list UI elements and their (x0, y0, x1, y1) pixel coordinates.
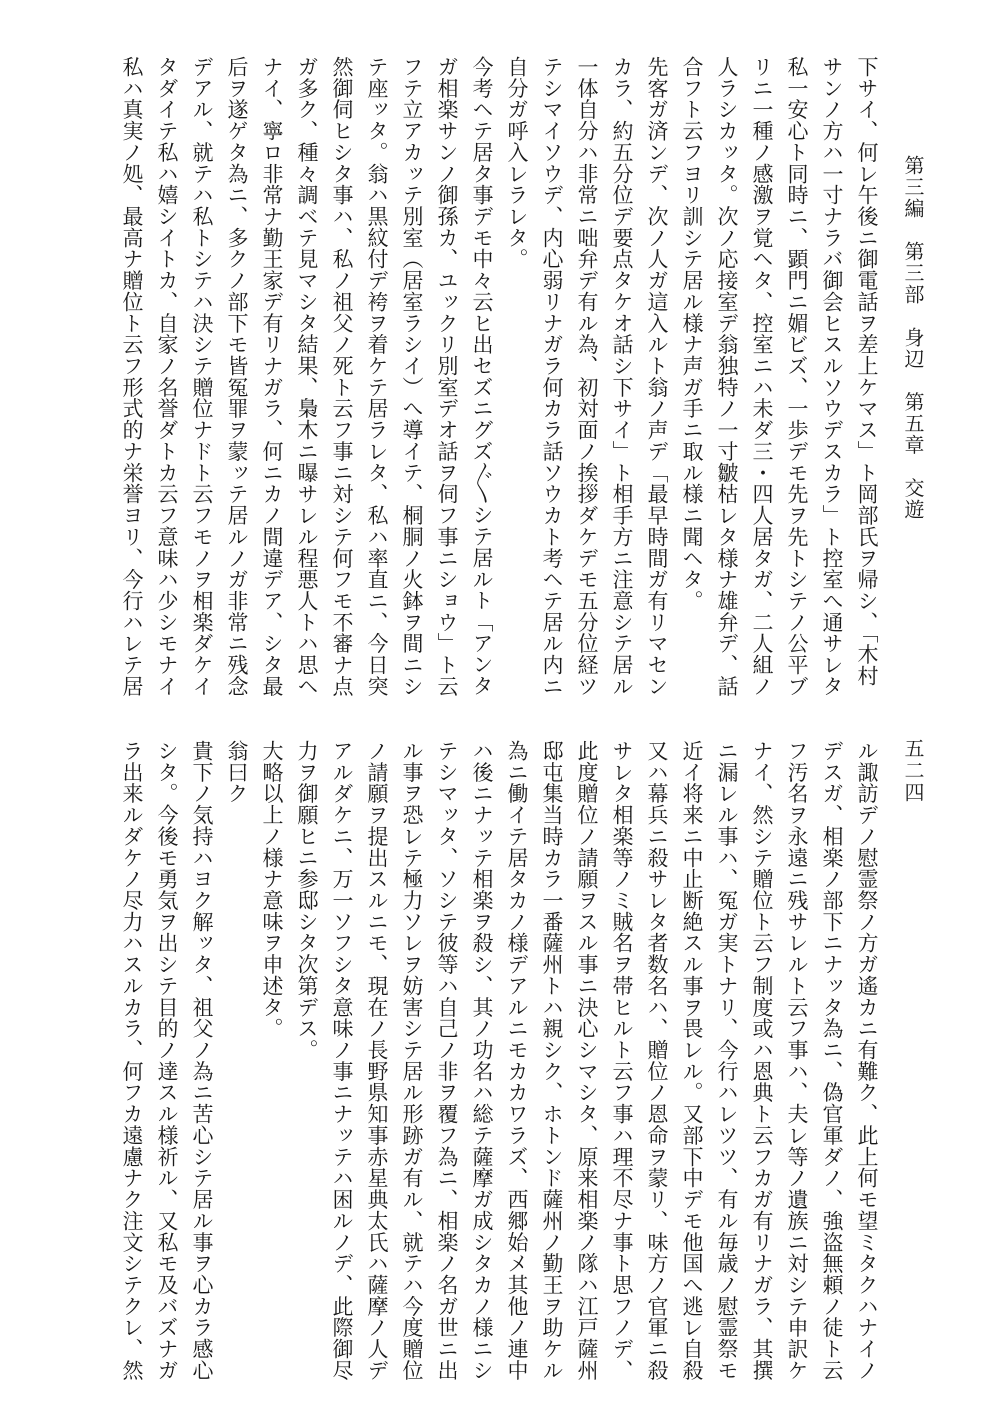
text-column: タダイテ私ハ嬉シイトカ、自家ノ名誉ダトカ云フ意味ハ少シモナイ (155, 56, 179, 697)
text-column: 先客ガ済ンデ、次ノ人ガ這入ルト翁ノ声デ「最早時間ガ有リマセン (645, 56, 669, 697)
text-column: 今考ヘテ居タ事デモ中々云ヒ出セズニグズ〲シテ居ルト「アンタ (470, 56, 494, 697)
text-column: サンノ方ハ一寸ナラバ御会ヒスルソウデスカラ」ト控室へ通サレタ (820, 56, 844, 697)
text-column: フ汚名ヲ永遠ニ残サレルト云フ事ハ、夫レ等ノ遺族ニ対シテ申訳ケ (785, 740, 809, 1381)
text-column: 翁曰ク (225, 740, 249, 805)
text-column: 一体自分ハ非常ニ咄弁デ有ル為、初対面ノ挨拶ダケデモ五分位経ツ (575, 56, 599, 697)
text-column: デスガ、相楽ノ部下ニナッタ為ニ、偽官軍ダノ、強盗無頼ノ徒ト云 (820, 740, 844, 1381)
text-column: ハ後ニナッテ相楽ヲ殺シ、其ノ功名ハ総テ薩摩ガ成シタカノ様ニシ (470, 740, 494, 1381)
text-column: リニ一種ノ感激ヲ覚ヘタ、控室ニハ未ダ三・四人居タガ、二人組ノ (750, 56, 774, 697)
text-column: ニ漏レル事ハ、冤ガ実トナリ、今行ハレツツ、有ル毎歳ノ慰霊祭モ (715, 740, 739, 1381)
text-column: カラ、約五分位デ要点タケオ話シ下サイ」ト相手方ニ注意シテ居ル (610, 56, 634, 697)
text-column: 私一安心ト同時ニ、顕門ニ媚ビズ、一歩デモ先ヲ先トシテノ公平ブ (785, 56, 809, 697)
text-column: サレタ相楽等ノミ賊名ヲ帯ヒルト云フ事ハ理不尽ナ事ト思フノデ、 (610, 740, 634, 1381)
text-column: 私ハ真実ノ処、最高ナ贈位ト云フ形式的ナ栄誉ヨリ、今行ハレテ居 (120, 56, 144, 697)
text-column: 后ヲ遂ゲタ為ニ、多クノ部下モ皆冤罪ヲ蒙ッテ居ルノガ非常ニ残念 (225, 56, 249, 697)
text-column: 邸屯集当時カラ一番薩州トハ親シク、ホトンド薩州ノ勤王ヲ助ケル (540, 740, 564, 1381)
text-column: アルダケニ、万一ソフシタ意味ノ事ニナッテハ困ルノデ、此際御尽 (330, 740, 354, 1381)
text-column: ナイ、然シテ贈位ト云フ制度或ハ恩典ト云フカガ有リナガラ、其撰 (750, 740, 774, 1381)
text-column: 貴下ノ気持ハヨク解ッタ、祖父ノ為ニ苦心シテ居ル事ヲ心カラ感心 (190, 740, 214, 1381)
text-column: ガ多ク、種々調ベテ見マシタ結果、梟木ニ曝サレル程悪人トハ思ヘ (295, 56, 319, 697)
running-head: 第三編 第三部 身辺 第五章 交遊 (901, 155, 925, 521)
text-column: 人ラシカッタ。次ノ応接室デ翁独特ノ一寸皺枯レタ様ナ雄弁デ、話 (715, 56, 739, 697)
text-column: デアル、就テハ私トシテハ決シテ贈位ナドト云フモノヲ相楽ダケイ (190, 56, 214, 697)
text-column: 自分ガ呼入レラレタ。 (505, 56, 529, 270)
text-column: 此度贈位ノ請願ヲスル事ニ決心シマシタ、原来相楽ノ隊ハ江戸薩州 (575, 740, 599, 1381)
text-column: 近イ将来ニ中止断絶スル事ヲ畏レル。又部下中デモ他国へ逃レ自殺 (680, 740, 704, 1381)
text-column: ル事ヲ恐レテ極力ソレヲ妨害シテ居ル形跡ガ有ル、就テハ今度贈位 (400, 740, 424, 1381)
text-column: 又ハ幕兵ニ殺サレタ者数名ハ、贈位ノ恩命ヲ蒙リ、味方ノ官軍ニ殺 (645, 740, 669, 1381)
text-column: ノ請願ヲ提出スルニモ、現在ノ長野県知事赤星典太氏ハ薩摩ノ人デ (365, 740, 389, 1381)
text-column: 大略以上ノ様ナ意味ヲ申述タ。 (260, 740, 284, 1040)
text-column: フテ立アカッテ別室（居室ラシイ）へ導イテ、桐胴ノ火鉢ヲ間ニシ (400, 56, 424, 697)
text-column: シタ。今後モ勇気ヲ出シテ目的ノ達スル様祈ル、又私モ及バズナガ (155, 740, 179, 1381)
text-column: 力ヲ御願ヒニ参邸シタ次第デス。 (295, 740, 319, 1061)
text-column: 為ニ働イテ居タカノ様デアルニモカカワラズ、西郷始メ其他ノ連中 (505, 740, 529, 1381)
text-column: ラ出来ルダケノ尽力ハスルカラ、何フカ遠慮ナク注文シテクレ、然 (120, 740, 144, 1381)
text-column: ガ相楽サンノ御孫カ、ユックリ別室デオ話ヲ伺フ事ニショウ」ト云 (435, 56, 459, 697)
text-column: ル諏訪デノ慰霊祭ノ方ガ遙カニ有難ク、此上何モ望ミタクハナイノ (855, 740, 879, 1381)
text-column: ナイ、寧ロ非常ナ勤王家デ有リナガラ、何ニカノ間違デア、シタ最 (260, 56, 284, 697)
text-column: 下サイ、何レ午後ニ御電話ヲ差上ケマス」ト岡部氏ヲ帰シ、「木村 (855, 56, 879, 687)
text-column: 合フト云フヨリ訓シテ居ル様ナ声ガ手ニ取ル様ニ聞ヘタ。 (680, 56, 704, 612)
text-column: テ座ッタ。翁ハ黒紋付デ袴ヲ着ケテ居ラレタ、私ハ率直ニ、今日突 (365, 56, 389, 697)
text-column: テシマイソウデ、内心弱リナガラ何カラ話ソウカト考ヘテ居ル内ニ (540, 56, 564, 697)
page-number: 五二四 (901, 738, 925, 804)
text-column: 然御伺ヒシタ事ハ、私ノ祖父ノ死ト云フ事ニ対シテ何フモ不審ナ点 (330, 56, 354, 697)
text-column: テシマッタ、ソシテ彼等ハ自己ノ非ヲ覆フ為ニ、相楽ノ名ガ世ニ出 (435, 740, 459, 1381)
